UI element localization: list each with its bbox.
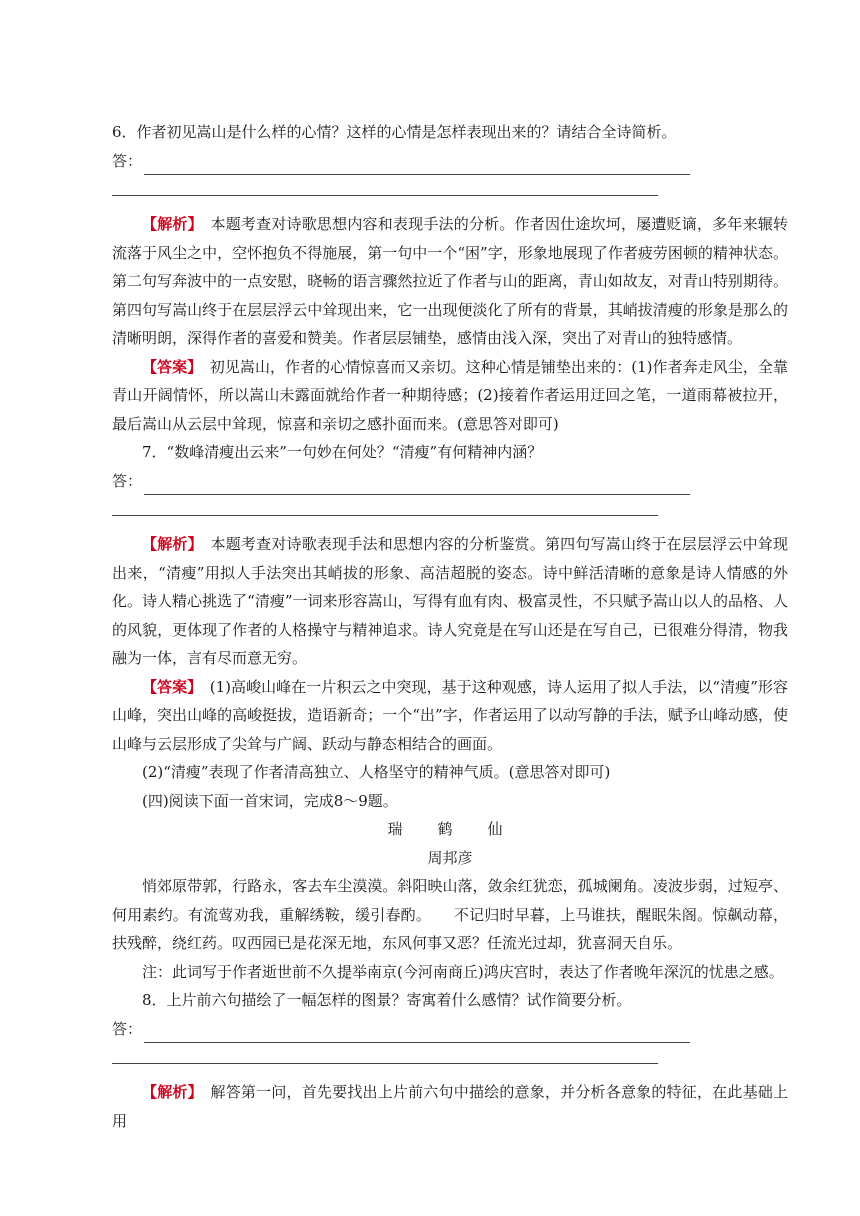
- question-6: 6．作者初见嵩山是什么样的心情？这样的心情是怎样表现出来的？请结合全诗简析。: [112, 123, 677, 141]
- answer-line-6: [112, 147, 788, 176]
- answer-label: 答：: [112, 471, 143, 490]
- analysis-tag: 【解析】: [142, 215, 196, 233]
- question-7: 7．“数峰清瘦出云来”一句妙在何处？“清瘦”有何精神内涵？: [142, 443, 543, 461]
- answer-tag: 【答案】: [142, 677, 195, 696]
- answer-blank[interactable]: [144, 475, 690, 495]
- answer-label: 答：: [112, 151, 143, 170]
- answer-label: 答：: [112, 1019, 143, 1038]
- answer-line-8: [112, 1015, 788, 1044]
- analysis-text: 本题考查对诗歌表现手法和思想内容的分析鉴赏。第四句写嵩山终于在层层浮云中耸现出来，“清瘦”用拟人手法突出其峭拔的形象、高洁超脱的姿态。诗中鲜活清晰的意象是诗人情感的外化。诗人精心挑选了“清瘦”一词来形容嵩山，写得有血有肉、极富灵性，不只赋予嵩山以人的品格、人的风貌，更体现了作者的人格操守与精神追求。诗人究竟是在写山还是在写自己，已很难分得清，物我融为一体，言有尽而意无穷。: [112, 535, 788, 667]
- answer-7-part-2: (2)“清瘦”表现了作者清高独立、人格坚守的精神气质。(意思答对即可): [142, 763, 611, 781]
- poem-title: 瑞 鹤 仙: [387, 820, 513, 838]
- answer-7: [112, 673, 788, 759]
- answer-text: (1)高峻山峰在一片积云之中突现，基于这种观感，诗人运用了拟人手法，以“清瘦”形容山峰，突出山峰的高峻挺拔，造语新奇；一个“出”字，作者运用了以动写静的手法，赋予山峰动感，使山峰与云层形成了尖耸与广阔、跃动与静态相结合的画面。: [112, 677, 788, 753]
- analysis-text: 解答第一问，首先要找出上片前六句中描绘的意象，并分析各意象的特征，在此基础上用: [112, 1083, 788, 1130]
- poem-text: 悄郊原带郭，行路永，客去车尘漠漠。斜阳映山落，敛余红犹恋，孤城阑角。凌波步弱，过短亭、何用素约。有流莺劝我，重解绣鞍，缓引春酌。 不记归时早暮，上马谁扶，醒眠朱阁。惊飙动幕，扶残醉，绕红药。叹西园已是花深无地，东风何事又恶？任流光过却，犹喜洞天自乐。: [112, 877, 788, 952]
- answer-blank[interactable]: [144, 1023, 690, 1043]
- analysis-text: 本题考查对诗歌思想内容和表现手法的分析。作者因仕途坎坷，屡遭贬谪，多年来辗转流落于风尘之中，空怀抱负不得施展，第一句中一个“困”字，形象地展现了作者疲劳困顿的精神状态。第二句写奔波中的一点安慰，晓畅的语言骤然拉近了作者与山的距离，青山如故友，对青山特别期待。第四句写嵩山终于在层层浮云中耸现出来，它一出现便淡化了所有的背景，其峭拔清瘦的形象是那么的清晰明朗，深得作者的喜爱和赞美。作者层层铺垫，感情由浅入深，突出了对青山的独特感情。: [112, 215, 788, 347]
- question-8: 8．上片前六句描绘了一幅怎样的图景？寄寓着什么感情？试作简要分析。: [142, 991, 632, 1009]
- answer-tag: 【答案】: [142, 357, 195, 376]
- answer-rule: [112, 195, 658, 196]
- answer-blank[interactable]: [144, 155, 690, 175]
- analysis-6: [112, 210, 788, 353]
- answer-rule: [112, 1063, 658, 1064]
- answer-rule: [112, 515, 658, 516]
- analysis-tag: 【解析】: [142, 535, 196, 553]
- answer-6: [112, 353, 788, 439]
- document-body: [112, 118, 788, 1135]
- answer-text: 初见嵩山，作者的心情惊喜而又亲切。这种心情是铺垫出来的：(1)作者奔走风尘，全靠青山开阔情怀，所以嵩山未露面就给作者一种期待感；(2)接着作者运用迂回之笔，一道雨幕被拉开，最后嵩山从云层中耸现，惊喜和亲切之感扑面而来。(意思答对即可): [112, 357, 788, 433]
- analysis-8: [112, 1078, 788, 1135]
- poem-note: 注：此词写于作者逝世前不久提举南京(今河南商丘)鸿庆宫时，表达了作者晚年深沉的忧患之感。: [142, 962, 784, 981]
- section-intro: (四)阅读下面一首宋词，完成8～9题。: [142, 791, 398, 810]
- answer-line-7: [112, 467, 788, 496]
- analysis-7: [112, 530, 788, 673]
- poem-author: 周邦彦: [427, 848, 473, 867]
- analysis-tag: 【解析】: [142, 1083, 196, 1101]
